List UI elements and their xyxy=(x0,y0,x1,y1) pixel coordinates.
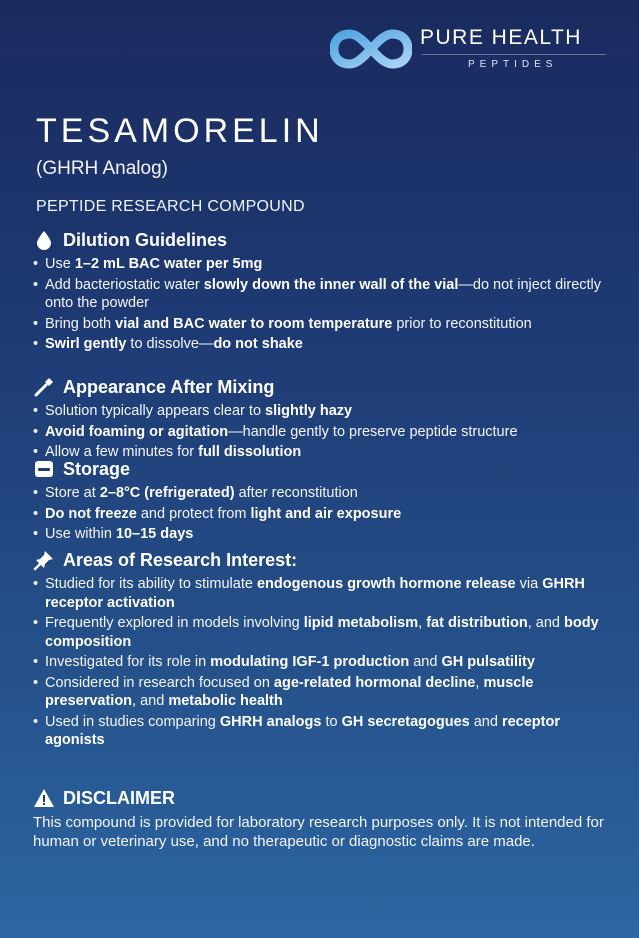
product-subtitle: (GHRH Analog) xyxy=(36,158,168,179)
bullet-item xyxy=(33,614,623,651)
storage-box-icon xyxy=(33,458,55,480)
bullet-list xyxy=(33,255,623,354)
section-heading: Appearance After Mixing xyxy=(63,376,275,397)
bullet-item xyxy=(33,713,623,750)
bold-text: slowly down the inner wall of the vial xyxy=(203,276,459,293)
infinity-logo-icon xyxy=(330,24,412,74)
bold-text: vial and BAC water to room temperature xyxy=(115,315,393,332)
bold-text: 1–2 mL BAC water per 5mg xyxy=(74,256,263,272)
text-segment: via xyxy=(515,576,543,592)
bold-text: GHRH analogs xyxy=(219,713,322,730)
bold-text: GH secretagogues xyxy=(341,713,470,730)
bullet-item xyxy=(33,575,623,612)
bold-text: fat distribution xyxy=(426,615,528,631)
storage-section xyxy=(33,458,623,546)
bullet-item xyxy=(33,525,623,544)
bold-text: lipid metabolism xyxy=(303,615,419,631)
section-heading: Dilution Guidelines xyxy=(63,229,228,250)
pipette-icon xyxy=(33,376,55,398)
brand-divider xyxy=(422,54,606,55)
bold-text: age-related hormonal decline xyxy=(273,674,476,691)
section-heading: Areas of Research Interest: xyxy=(63,549,298,570)
text-segment: prior to reconstitution xyxy=(392,315,532,332)
text-segment: Bring both xyxy=(45,315,116,332)
text-segment: Use xyxy=(45,256,75,272)
bullet-item xyxy=(33,505,623,524)
text-segment: Investigated for its role in xyxy=(45,654,211,670)
bold-text: Do not freeze xyxy=(45,505,137,522)
text-segment: —handle gently to preserve peptide structure xyxy=(228,423,518,440)
bold-text: do not shake xyxy=(213,336,303,352)
bold-text: metabolic health xyxy=(168,693,283,709)
brand-subtitle: PEPTIDES xyxy=(468,59,558,70)
bullet-item xyxy=(33,674,623,711)
text-segment: Considered in research focused on xyxy=(45,674,274,691)
text-segment: Solution typically appears clear to xyxy=(45,403,266,419)
dilution-section xyxy=(33,229,623,356)
compound-label: PEPTIDE RESEARCH COMPOUND xyxy=(36,198,305,215)
bold-text: Avoid foaming or agitation xyxy=(45,423,229,440)
section-heading: DISCLAIMER xyxy=(63,787,175,808)
text-segment: , and xyxy=(132,693,169,709)
bullet-item xyxy=(33,423,623,442)
bold-text: 2–8°C (refrigerated) xyxy=(99,485,235,501)
appearance-section xyxy=(33,376,623,464)
bullet-item xyxy=(33,484,623,503)
bullet-list xyxy=(33,484,623,544)
bold-text: muscle preservation xyxy=(45,674,534,709)
text-segment: Store at xyxy=(45,485,100,501)
product-title: TESAMORELIN xyxy=(36,112,324,150)
bold-text: full dissolution xyxy=(198,444,302,460)
text-segment: Used in studies comparing xyxy=(45,713,220,730)
text-segment: after reconstitution xyxy=(234,485,358,501)
bold-text: Swirl gently xyxy=(45,336,127,352)
text-segment: Allow a few minutes for xyxy=(45,444,199,460)
disclaimer-section xyxy=(33,787,623,851)
text-segment: to xyxy=(321,713,342,730)
research-section xyxy=(33,549,623,752)
text-segment: , xyxy=(418,615,427,631)
brand-logo xyxy=(330,24,620,74)
disclaimer-text: This compound is provided for laboratory research purposes only. It is not intended for human or veterinary use, and no therapeutic or diagnostic claims are made. xyxy=(33,814,604,850)
bold-text: GHRH receptor activation xyxy=(45,576,585,611)
text-segment: Add bacteriostatic water xyxy=(45,276,204,293)
bold-text: 10–15 days xyxy=(115,526,194,542)
text-segment: and xyxy=(409,654,442,670)
bullet-list xyxy=(33,575,623,750)
droplet-icon xyxy=(33,229,55,251)
bold-text: slightly hazy xyxy=(265,403,353,419)
text-segment: —do not inject directly onto the powder xyxy=(45,276,602,311)
brand-name: PURE HEALTH xyxy=(420,26,582,49)
bullet-item xyxy=(33,335,623,354)
text-segment: , and xyxy=(527,615,564,631)
bold-text: receptor agonists xyxy=(45,713,560,748)
bullet-item xyxy=(33,315,623,334)
bullet-item xyxy=(33,402,623,421)
text-segment: to dissolve— xyxy=(126,336,214,352)
bullet-list xyxy=(33,402,623,462)
bold-text: body composition xyxy=(45,615,599,650)
text-segment: and protect from xyxy=(136,505,251,522)
text-segment: and xyxy=(469,713,502,730)
text-segment: Studied for its ability to stimulate xyxy=(45,576,257,592)
bullet-item xyxy=(33,276,623,313)
text-segment: , xyxy=(475,674,484,691)
pin-icon xyxy=(33,549,55,571)
bold-text: light and air exposure xyxy=(250,505,402,522)
bullet-item xyxy=(33,653,623,672)
bold-text: modulating IGF-1 production xyxy=(210,654,410,670)
section-heading: Storage xyxy=(63,458,131,479)
warning-icon xyxy=(33,787,55,809)
text-segment: Use within xyxy=(45,526,116,542)
text-segment: Frequently explored in models involving xyxy=(45,615,304,631)
bullet-item xyxy=(33,255,623,274)
bold-text: GH pulsatility xyxy=(441,654,535,670)
bold-text: endogenous growth hormone release xyxy=(256,576,516,592)
